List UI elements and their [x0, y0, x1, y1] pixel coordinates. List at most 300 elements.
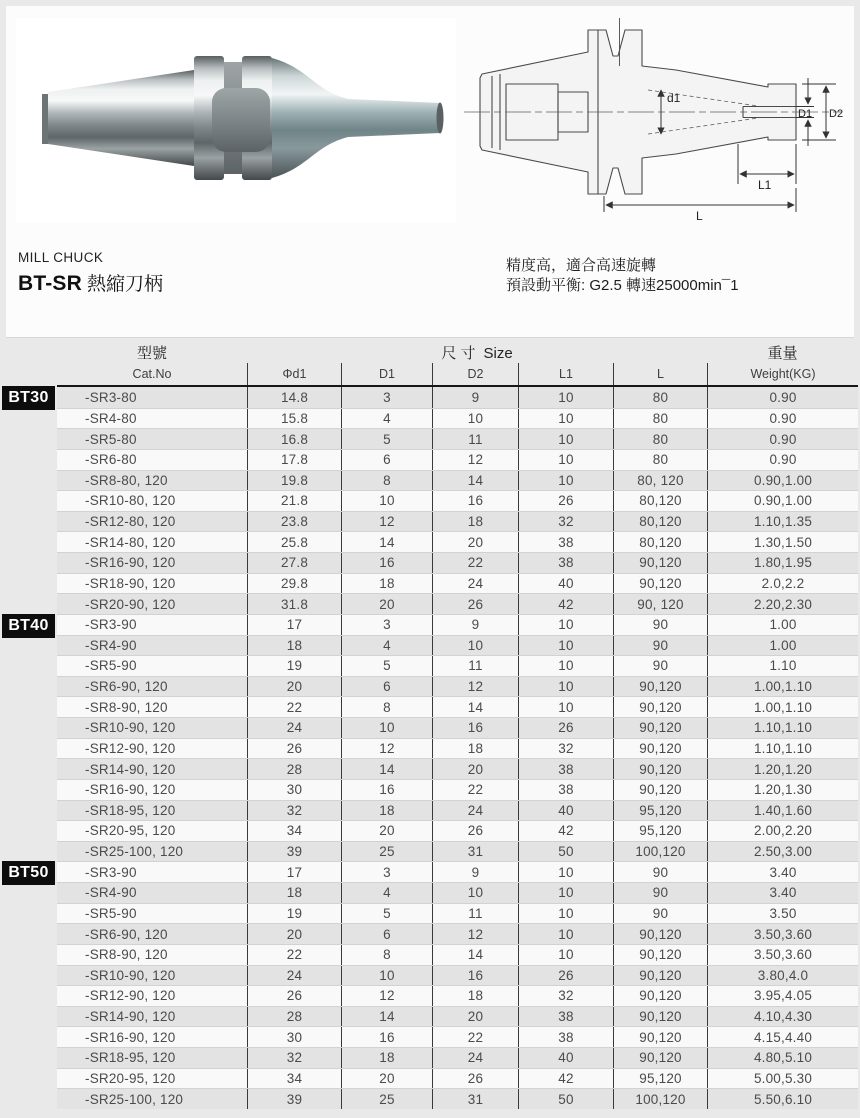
cell-l: 80: [613, 387, 707, 408]
cell-l1: 38: [518, 759, 613, 779]
cell-l1: 10: [518, 862, 613, 882]
cell-catno: -SR10-80, 120: [85, 493, 176, 509]
product-series: BT-SR: [18, 272, 82, 295]
cell-weight: 1.20,1.30: [707, 780, 858, 800]
cell-phi-d1: 25.8: [247, 532, 341, 552]
cell-d2: 18: [432, 986, 518, 1006]
cell-phi-d1: 19.8: [247, 471, 341, 491]
cell-l1: 32: [518, 739, 613, 759]
col-header-d1: D1: [341, 363, 432, 385]
cell-weight: 1.10,1.35: [707, 512, 858, 532]
cell-catno: -SR8-90, 120: [85, 947, 168, 963]
cell-phi-d1: 24: [247, 966, 341, 986]
cell-l: 100,120: [613, 842, 707, 862]
cell-l1: 10: [518, 429, 613, 449]
cell-weight: 5.00,5.30: [707, 1069, 858, 1089]
cell-weight: 2.20,2.30: [707, 594, 858, 614]
cell-l1: 38: [518, 532, 613, 552]
table-row: [57, 490, 858, 511]
table-row: [8, 614, 858, 635]
cell-catno: -SR14-80, 120: [85, 534, 176, 550]
dim-label-d1: d1: [667, 91, 681, 105]
cell-catno: -SR12-90, 120: [85, 988, 176, 1004]
table-row: [57, 1026, 858, 1047]
cell-phi-d1: 17: [247, 615, 341, 635]
cell-l: 80, 120: [613, 471, 707, 491]
table-row: [57, 428, 858, 449]
cell-weight: 1.00,1.10: [707, 677, 858, 697]
cell-l1: 10: [518, 945, 613, 965]
product-photo: [16, 18, 456, 223]
cell-l: 100,120: [613, 1089, 707, 1109]
technical-drawing: [458, 14, 848, 226]
product-title: [18, 269, 163, 296]
cell-d2: 11: [432, 904, 518, 924]
cell-d2: 10: [432, 409, 518, 429]
cell-d2: 12: [432, 450, 518, 470]
cell-l1: 26: [518, 966, 613, 986]
cell-d1: 20: [341, 1069, 432, 1089]
cell-l1: 38: [518, 1027, 613, 1047]
table-row: [57, 841, 858, 862]
cell-d1: 16: [341, 1027, 432, 1047]
cell-phi-d1: 29.8: [247, 574, 341, 594]
cell-l1: 10: [518, 615, 613, 635]
section-label-bt30: BT30: [2, 386, 55, 410]
cell-l: 90: [613, 883, 707, 903]
cell-l: 90,120: [613, 697, 707, 717]
group-header-size-cn: 尺 寸: [441, 344, 476, 362]
cell-d1: 18: [341, 1048, 432, 1068]
cell-phi-d1: 32: [247, 1048, 341, 1068]
cell-l: 90: [613, 615, 707, 635]
cell-phi-d1: 18: [247, 883, 341, 903]
cell-d1: 10: [341, 718, 432, 738]
cell-l1: 10: [518, 904, 613, 924]
cell-catno: -SR6-90, 120: [85, 926, 168, 942]
table-row: [57, 717, 858, 738]
cell-phi-d1: 26: [247, 739, 341, 759]
cell-l1: 10: [518, 677, 613, 697]
cell-weight: 0.90,1.00: [707, 491, 858, 511]
table-row: [57, 779, 858, 800]
cell-catno: -SR18-90, 120: [85, 575, 176, 591]
cell-l1: 26: [518, 718, 613, 738]
cell-phi-d1: 32: [247, 801, 341, 821]
col-header-l1: L1: [518, 363, 613, 385]
cell-catno: -SR6-90, 120: [85, 679, 168, 695]
cell-phi-d1: 18: [247, 636, 341, 656]
cell-phi-d1: 34: [247, 821, 341, 841]
cell-d1: 4: [341, 883, 432, 903]
cell-d2: 31: [432, 842, 518, 862]
cell-d2: 26: [432, 1069, 518, 1089]
cell-phi-d1: 28: [247, 1007, 341, 1027]
table-row: [57, 1088, 858, 1109]
cell-l1: 10: [518, 883, 613, 903]
cell-weight: 4.80,5.10: [707, 1048, 858, 1068]
cell-d1: 5: [341, 904, 432, 924]
cell-l1: 10: [518, 656, 613, 676]
cell-l: 95,120: [613, 821, 707, 841]
cell-weight: 0.90: [707, 450, 858, 470]
cell-d2: 22: [432, 1027, 518, 1047]
cell-l: 90,120: [613, 718, 707, 738]
table-row: [57, 1006, 858, 1027]
spec-table-body: [8, 387, 858, 1109]
cell-weight: 5.50,6.10: [707, 1089, 858, 1109]
cell-weight: 2.50,3.00: [707, 842, 858, 862]
product-category: MILL CHUCK: [18, 250, 104, 265]
cell-d1: 12: [341, 512, 432, 532]
table-row: [57, 696, 858, 717]
cell-catno: -SR4-90: [85, 637, 137, 653]
cell-d2: 22: [432, 780, 518, 800]
cell-l1: 32: [518, 986, 613, 1006]
cell-d1: 20: [341, 821, 432, 841]
cell-d2: 10: [432, 636, 518, 656]
cell-l: 90,120: [613, 986, 707, 1006]
cell-weight: 3.80,4.0: [707, 966, 858, 986]
cell-d2: 11: [432, 656, 518, 676]
table-row: [57, 552, 858, 573]
cell-d2: 20: [432, 759, 518, 779]
cell-l: 80,120: [613, 491, 707, 511]
cell-phi-d1: 27.8: [247, 553, 341, 573]
cell-d2: 12: [432, 924, 518, 944]
cell-catno: -SR20-95, 120: [85, 1070, 176, 1086]
cell-d1: 25: [341, 842, 432, 862]
cell-d1: 8: [341, 697, 432, 717]
group-header-weight: 重量: [767, 344, 798, 362]
cell-phi-d1: 17: [247, 862, 341, 882]
cell-weight: 1.40,1.60: [707, 801, 858, 821]
cell-d1: 5: [341, 656, 432, 676]
cell-weight: 1.20,1.20: [707, 759, 858, 779]
cell-catno: -SR3-80: [85, 389, 137, 405]
cell-d1: 12: [341, 986, 432, 1006]
cell-d1: 14: [341, 532, 432, 552]
table-row: [57, 758, 858, 779]
table-row: [57, 985, 858, 1006]
cell-d2: 14: [432, 945, 518, 965]
cell-phi-d1: 19: [247, 904, 341, 924]
col-header-phi-d1: Φd1: [247, 363, 341, 385]
cell-d2: 16: [432, 966, 518, 986]
cell-phi-d1: 20: [247, 677, 341, 697]
cell-l: 90,120: [613, 739, 707, 759]
section-label-bt40: BT40: [2, 614, 55, 638]
cell-catno: -SR5-90: [85, 658, 137, 674]
cell-l1: 38: [518, 553, 613, 573]
table-row: [57, 1047, 858, 1068]
group-header-size-en: Size: [483, 344, 513, 362]
cell-catno: -SR25-100, 120: [85, 1091, 184, 1107]
cell-phi-d1: 20: [247, 924, 341, 944]
cell-d2: 24: [432, 574, 518, 594]
product-showcase-panel: [6, 6, 854, 338]
cell-l: 90,120: [613, 553, 707, 573]
cell-l1: 10: [518, 387, 613, 408]
cell-catno: -SR12-80, 120: [85, 514, 176, 530]
cell-l: 90,120: [613, 574, 707, 594]
cell-l: 80,120: [613, 512, 707, 532]
cell-l: 80: [613, 409, 707, 429]
cell-d1: 25: [341, 1089, 432, 1109]
group-header-size: [247, 342, 707, 363]
cell-weight: 0.90: [707, 387, 858, 408]
cell-l1: 40: [518, 1048, 613, 1068]
col-header-d2: D2: [432, 363, 518, 385]
cell-l: 90,120: [613, 1027, 707, 1047]
cell-l1: 10: [518, 924, 613, 944]
cell-d2: 9: [432, 862, 518, 882]
table-row: [57, 408, 858, 429]
cell-catno: -SR20-90, 120: [85, 596, 176, 612]
cell-weight: 4.10,4.30: [707, 1007, 858, 1027]
cell-l: 95,120: [613, 1069, 707, 1089]
cell-l: 80: [613, 450, 707, 470]
table-group-header: [57, 341, 858, 363]
cell-phi-d1: 31.8: [247, 594, 341, 614]
cell-l1: 40: [518, 574, 613, 594]
cell-weight: 0.90,1.00: [707, 471, 858, 491]
cell-d1: 10: [341, 491, 432, 511]
cell-catno: -SR3-90: [85, 864, 137, 880]
cell-l1: 26: [518, 491, 613, 511]
cell-phi-d1: 28: [247, 759, 341, 779]
cell-l1: 42: [518, 821, 613, 841]
cell-d1: 12: [341, 739, 432, 759]
cell-d1: 18: [341, 801, 432, 821]
cell-l1: 32: [518, 512, 613, 532]
cell-l1: 10: [518, 697, 613, 717]
cell-weight: 3.50: [707, 904, 858, 924]
cell-phi-d1: 15.8: [247, 409, 341, 429]
cell-d1: 8: [341, 471, 432, 491]
table-row: [57, 800, 858, 821]
cell-weight: 3.50,3.60: [707, 945, 858, 965]
cell-catno: -SR16-90, 120: [85, 782, 176, 798]
cell-l1: 10: [518, 636, 613, 656]
cell-catno: -SR5-90: [85, 905, 137, 921]
cell-l1: 10: [518, 409, 613, 429]
table-row: [57, 470, 858, 491]
dim-label-D1: D1: [798, 108, 813, 120]
cell-l1: 38: [518, 1007, 613, 1027]
cell-d2: 20: [432, 1007, 518, 1027]
cell-d2: 14: [432, 471, 518, 491]
cell-catno: -SR10-90, 120: [85, 720, 176, 736]
cell-catno: -SR18-95, 120: [85, 1050, 176, 1066]
cell-d2: 18: [432, 512, 518, 532]
table-row: [57, 531, 858, 552]
cell-l: 90,120: [613, 780, 707, 800]
cell-l: 95,120: [613, 801, 707, 821]
cell-phi-d1: 34: [247, 1069, 341, 1089]
cell-l: 90,120: [613, 759, 707, 779]
table-row: [57, 655, 858, 676]
cell-d1: 5: [341, 429, 432, 449]
cell-d2: 16: [432, 718, 518, 738]
cell-l: 90,120: [613, 924, 707, 944]
cell-weight: 2.00,2.20: [707, 821, 858, 841]
cell-d1: 6: [341, 677, 432, 697]
table-row: [57, 573, 858, 594]
cell-l1: 42: [518, 1069, 613, 1089]
cell-d2: 20: [432, 532, 518, 552]
table-row: [57, 635, 858, 656]
cell-d2: 11: [432, 429, 518, 449]
cell-d2: 14: [432, 697, 518, 717]
dim-label-L: L: [696, 209, 703, 223]
section-label-bt50: BT50: [2, 861, 55, 885]
cell-d1: 3: [341, 862, 432, 882]
cell-l: 90, 120: [613, 594, 707, 614]
cell-phi-d1: 24: [247, 718, 341, 738]
cell-d1: 4: [341, 409, 432, 429]
cell-weight: 1.10: [707, 656, 858, 676]
cell-weight: 0.90: [707, 429, 858, 449]
table-row: [57, 882, 858, 903]
cell-phi-d1: 17.8: [247, 450, 341, 470]
cell-l1: 50: [518, 842, 613, 862]
cell-phi-d1: 19: [247, 656, 341, 676]
cell-l: 80: [613, 429, 707, 449]
cell-d2: 24: [432, 1048, 518, 1068]
cell-weight: 3.50,3.60: [707, 924, 858, 944]
cell-d1: 20: [341, 594, 432, 614]
cell-catno: -SR10-90, 120: [85, 967, 176, 983]
cell-catno: -SR12-90, 120: [85, 740, 176, 756]
cell-phi-d1: 30: [247, 1027, 341, 1047]
spec-table: [8, 341, 858, 1109]
cell-weight: 1.10,1.10: [707, 739, 858, 759]
table-row: [57, 923, 858, 944]
cell-catno: -SR5-80: [85, 431, 137, 447]
cell-l: 90: [613, 656, 707, 676]
product-series-name: 熱縮刀柄: [87, 274, 164, 295]
cell-catno: -SR16-90, 120: [85, 1029, 176, 1045]
cell-phi-d1: 39: [247, 1089, 341, 1109]
cell-d2: 9: [432, 615, 518, 635]
cell-l: 90: [613, 636, 707, 656]
cell-catno: -SR20-95, 120: [85, 823, 176, 839]
cell-d1: 4: [341, 636, 432, 656]
cell-d2: 26: [432, 594, 518, 614]
cell-l1: 10: [518, 450, 613, 470]
table-row: [8, 861, 858, 882]
cell-d1: 16: [341, 553, 432, 573]
cell-d1: 8: [341, 945, 432, 965]
col-header-catno: Cat.No: [132, 367, 172, 381]
cell-weight: 1.00: [707, 636, 858, 656]
cell-d2: 9: [432, 387, 518, 408]
cell-d1: 16: [341, 780, 432, 800]
cell-d1: 14: [341, 1007, 432, 1027]
cell-l1: 38: [518, 780, 613, 800]
cell-catno: -SR16-90, 120: [85, 555, 176, 571]
group-header-model: 型號: [136, 344, 167, 362]
cell-d1: 14: [341, 759, 432, 779]
table-row: [57, 1068, 858, 1089]
cell-phi-d1: 30: [247, 780, 341, 800]
cell-phi-d1: 23.8: [247, 512, 341, 532]
cell-catno: -SR18-95, 120: [85, 802, 176, 818]
cell-catno: -SR14-90, 120: [85, 1009, 176, 1025]
cell-phi-d1: 21.8: [247, 491, 341, 511]
table-row: [8, 387, 858, 408]
table-row: [57, 676, 858, 697]
cell-l: 80,120: [613, 532, 707, 552]
table-row: [57, 903, 858, 924]
cell-d1: 10: [341, 966, 432, 986]
cell-catno: -SR3-90: [85, 617, 137, 633]
cell-weight: 2.0,2.2: [707, 574, 858, 594]
cell-catno: -SR6-80: [85, 452, 137, 468]
cell-weight: 3.95,4.05: [707, 986, 858, 1006]
cell-weight: 1.10,1.10: [707, 718, 858, 738]
table-row: [57, 820, 858, 841]
cell-phi-d1: 14.8: [247, 387, 341, 408]
cell-l: 90,120: [613, 677, 707, 697]
col-header-l: L: [613, 363, 707, 385]
cell-catno: -SR4-90: [85, 885, 137, 901]
cell-weight: 1.00: [707, 615, 858, 635]
cell-catno: -SR4-80: [85, 410, 137, 426]
cell-l1: 40: [518, 801, 613, 821]
cell-catno: -SR8-80, 120: [85, 472, 168, 488]
cell-d1: 3: [341, 387, 432, 408]
product-features: [506, 256, 739, 296]
cell-weight: 1.00,1.10: [707, 697, 858, 717]
cell-weight: 3.40: [707, 862, 858, 882]
table-row: [57, 593, 858, 614]
cell-phi-d1: 22: [247, 697, 341, 717]
table-row: [57, 965, 858, 986]
dim-label-L1: L1: [758, 178, 772, 192]
cell-d2: 24: [432, 801, 518, 821]
cell-l: 90: [613, 862, 707, 882]
table-row: [57, 944, 858, 965]
cell-d2: 31: [432, 1089, 518, 1109]
cell-l: 90,120: [613, 1007, 707, 1027]
cell-d2: 22: [432, 553, 518, 573]
cell-phi-d1: 39: [247, 842, 341, 862]
cell-d2: 10: [432, 883, 518, 903]
dim-label-D2: D2: [829, 108, 844, 120]
cell-d2: 12: [432, 677, 518, 697]
cell-l: 90,120: [613, 966, 707, 986]
table-row: [57, 511, 858, 532]
cell-d2: 16: [432, 491, 518, 511]
cell-d2: 26: [432, 821, 518, 841]
cell-weight: 1.30,1.50: [707, 532, 858, 552]
cell-l: 90,120: [613, 945, 707, 965]
cell-l1: 50: [518, 1089, 613, 1109]
cell-d2: 18: [432, 739, 518, 759]
cell-d1: 6: [341, 924, 432, 944]
cell-catno: -SR14-90, 120: [85, 761, 176, 777]
cell-l1: 42: [518, 594, 613, 614]
cell-catno: -SR8-90, 120: [85, 699, 168, 715]
feature-line-1: 精度高，適合高速旋轉: [506, 257, 657, 274]
table-row: [57, 449, 858, 470]
cell-catno: -SR25-100, 120: [85, 844, 184, 860]
cell-d1: 6: [341, 450, 432, 470]
cell-phi-d1: 26: [247, 986, 341, 1006]
cell-d1: 3: [341, 615, 432, 635]
